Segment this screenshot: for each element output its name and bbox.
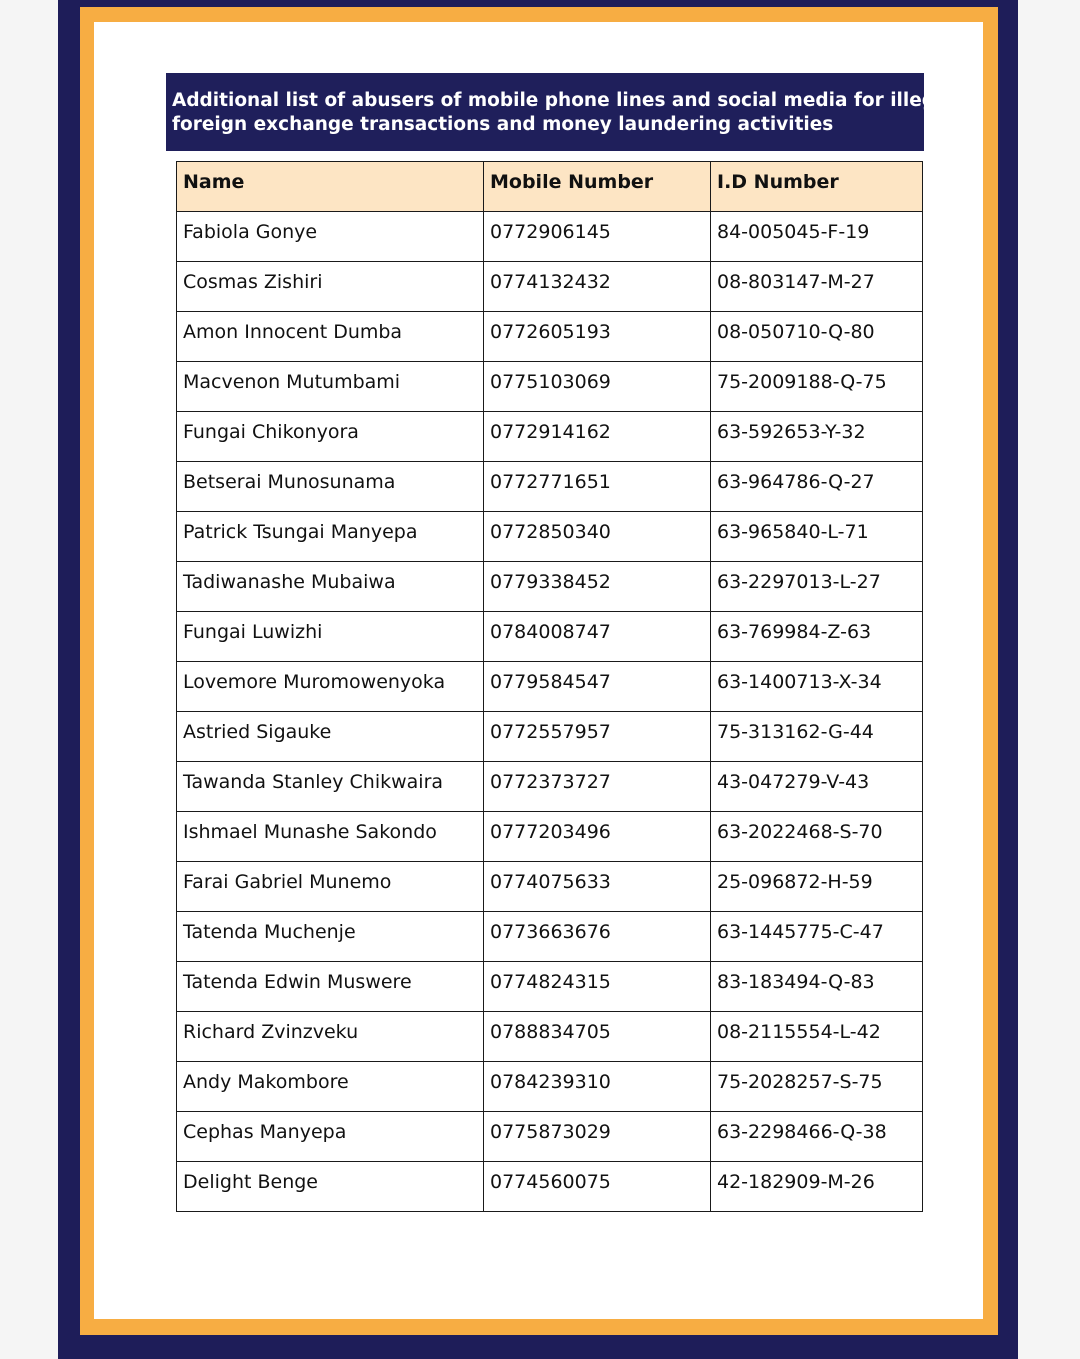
table-row [177, 412, 923, 462]
abusers-table [176, 161, 923, 1212]
table-row [177, 912, 923, 962]
cell-id-number: 08-050710-Q-80 [711, 312, 923, 362]
cell-id-number: 75-2009188-Q-75 [711, 362, 923, 412]
cell-id-number: 25-096872-H-59 [711, 862, 923, 912]
cell-id-number: 08-2115554-L-42 [711, 1012, 923, 1062]
cell-name: Richard Zvinzveku [177, 1012, 484, 1062]
cell-id-number: 63-2297013-L-27 [711, 562, 923, 612]
cell-mobile-number: 0772850340 [484, 512, 711, 562]
cell-name: Macvenon Mutumbami [177, 362, 484, 412]
cell-name: Tadiwanashe Mubaiwa [177, 562, 484, 612]
cell-mobile-number: 0784239310 [484, 1062, 711, 1112]
title-line-2: foreign exchange transactions and money laundering activities [172, 114, 834, 135]
cell-name: Fungai Luwizhi [177, 612, 484, 662]
cell-name: Patrick Tsungai Manyepa [177, 512, 484, 562]
cell-mobile-number: 0779584547 [484, 662, 711, 712]
cell-mobile-number: 0772605193 [484, 312, 711, 362]
cell-mobile-number: 0775103069 [484, 362, 711, 412]
cell-id-number: 63-2022468-S-70 [711, 812, 923, 862]
cell-name: Lovemore Muromowenyoka [177, 662, 484, 712]
cell-name: Fungai Chikonyora [177, 412, 484, 462]
cell-mobile-number: 0777203496 [484, 812, 711, 862]
cell-mobile-number: 0779338452 [484, 562, 711, 612]
table-row [177, 662, 923, 712]
cell-mobile-number: 0788834705 [484, 1012, 711, 1062]
table-row [177, 262, 923, 312]
cell-mobile-number: 0772771651 [484, 462, 711, 512]
cell-name: Astried Sigauke [177, 712, 484, 762]
cell-id-number: 08-803147-M-27 [711, 262, 923, 312]
table-row [177, 812, 923, 862]
table-row [177, 712, 923, 762]
cell-id-number: 63-965840-L-71 [711, 512, 923, 562]
cell-id-number: 63-769984-Z-63 [711, 612, 923, 662]
table-row [177, 462, 923, 512]
table-row [177, 512, 923, 562]
cell-id-number: 75-2028257-S-75 [711, 1062, 923, 1112]
cell-mobile-number: 0774560075 [484, 1162, 711, 1212]
cell-name: Fabiola Gonye [177, 212, 484, 262]
table-row [177, 362, 923, 412]
table-row [177, 312, 923, 362]
cell-id-number: 84-005045-F-19 [711, 212, 923, 262]
cell-name: Tawanda Stanley Chikwaira [177, 762, 484, 812]
cell-mobile-number: 0772906145 [484, 212, 711, 262]
cell-id-number: 42-182909-M-26 [711, 1162, 923, 1212]
cell-name: Tatenda Edwin Muswere [177, 962, 484, 1012]
cell-name: Amon Innocent Dumba [177, 312, 484, 362]
table-row [177, 862, 923, 912]
cell-name: Cosmas Zishiri [177, 262, 484, 312]
header-mobile-number: Mobile Number [484, 162, 711, 212]
cell-name: Tatenda Muchenje [177, 912, 484, 962]
cell-id-number: 43-047279-V-43 [711, 762, 923, 812]
table-row [177, 1162, 923, 1212]
cell-id-number: 75-313162-G-44 [711, 712, 923, 762]
table-row [177, 562, 923, 612]
cell-id-number: 63-964786-Q-27 [711, 462, 923, 512]
table-row [177, 212, 923, 262]
table-header-row [177, 162, 923, 212]
table-row [177, 1012, 923, 1062]
cell-name: Betserai Munosunama [177, 462, 484, 512]
cell-id-number: 63-1445775-C-47 [711, 912, 923, 962]
cell-name: Delight Benge [177, 1162, 484, 1212]
cell-name: Farai Gabriel Munemo [177, 862, 484, 912]
cell-mobile-number: 0775873029 [484, 1112, 711, 1162]
cell-name: Ishmael Munashe Sakondo [177, 812, 484, 862]
table-row [177, 962, 923, 1012]
cell-mobile-number: 0784008747 [484, 612, 711, 662]
cell-id-number: 83-183494-Q-83 [711, 962, 923, 1012]
title-banner [166, 73, 954, 151]
cell-mobile-number: 0774075633 [484, 862, 711, 912]
cell-id-number: 63-2298466-Q-38 [711, 1112, 923, 1162]
cell-id-number: 63-592653-Y-32 [711, 412, 923, 462]
cell-mobile-number: 0773663676 [484, 912, 711, 962]
header-name: Name [177, 162, 484, 212]
cell-mobile-number: 0772373727 [484, 762, 711, 812]
cell-mobile-number: 0772914162 [484, 412, 711, 462]
table-row [177, 1062, 923, 1112]
header-id-number: I.D Number [711, 162, 923, 212]
cell-name: Cephas Manyepa [177, 1112, 484, 1162]
title-line-1: Additional list of abusers of mobile phone lines and social media for illegal [172, 90, 954, 111]
cell-mobile-number: 0774132432 [484, 262, 711, 312]
table-row [177, 612, 923, 662]
table-row [177, 762, 923, 812]
table-row [177, 1112, 923, 1162]
cell-mobile-number: 0774824315 [484, 962, 711, 1012]
cell-id-number: 63-1400713-X-34 [711, 662, 923, 712]
cell-name: Andy Makombore [177, 1062, 484, 1112]
cell-mobile-number: 0772557957 [484, 712, 711, 762]
